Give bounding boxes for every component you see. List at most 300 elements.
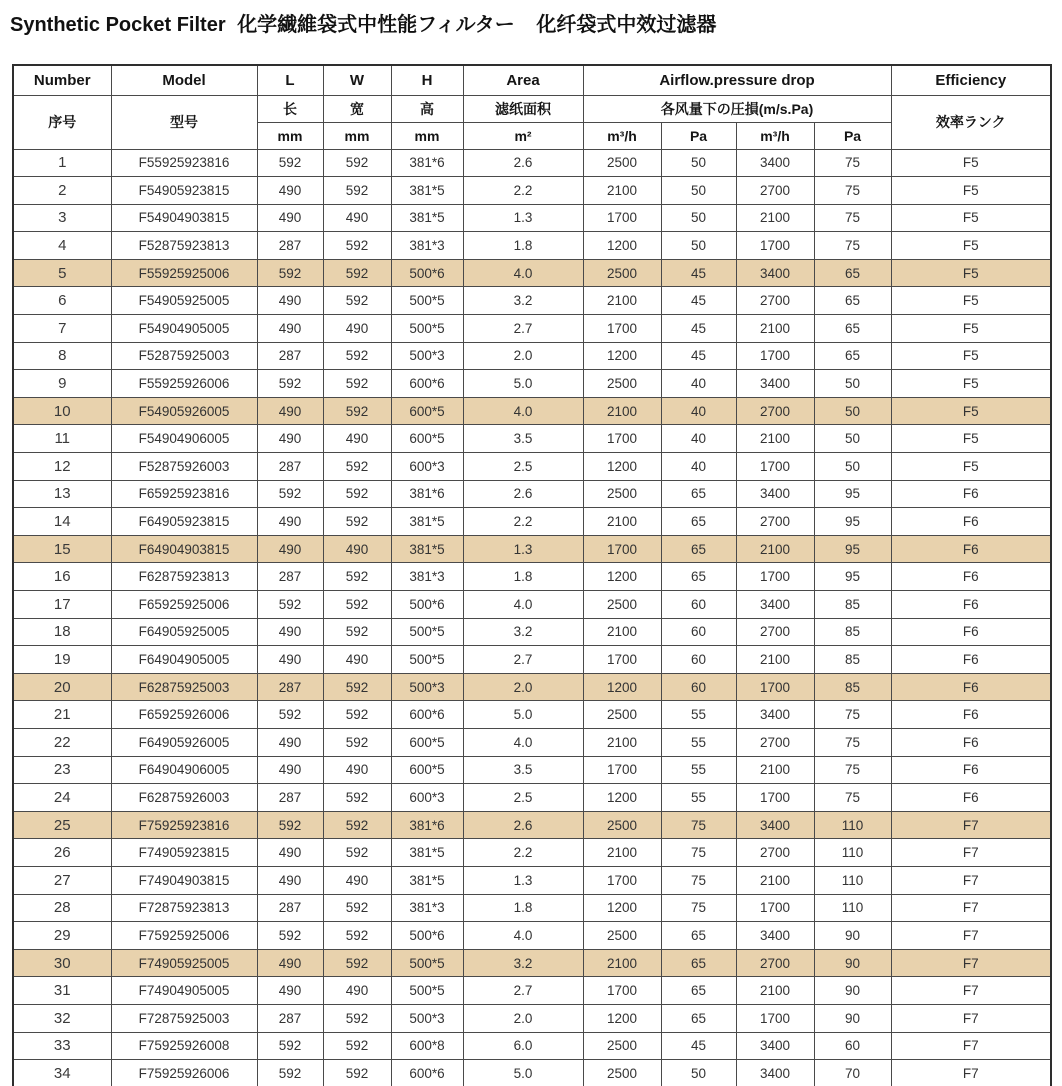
cell-airflow-2: 2100 (736, 977, 814, 1005)
cell-area: 1.3 (463, 535, 583, 563)
cell-height: 381*5 (391, 177, 463, 205)
cell-model: F74904903815 (111, 866, 257, 894)
cell-width: 592 (323, 287, 391, 315)
table-row (13, 701, 1051, 729)
cell-width: 592 (323, 149, 391, 177)
cell-model: F64905926005 (111, 728, 257, 756)
header-model-cjk: 型号 (111, 95, 257, 149)
cell-pressure-1: 65 (661, 535, 736, 563)
cell-pressure-2: 75 (814, 204, 891, 232)
cell-efficiency: F7 (891, 1004, 1051, 1032)
cell-length: 490 (257, 728, 323, 756)
cell-height: 500*5 (391, 646, 463, 674)
cell-airflow-2: 2700 (736, 618, 814, 646)
table-row (13, 591, 1051, 619)
cell-height: 600*3 (391, 453, 463, 481)
header-area-cjk: 滤纸面积 (463, 95, 583, 122)
cell-pressure-1: 50 (661, 149, 736, 177)
cell-length: 490 (257, 397, 323, 425)
cell-width: 592 (323, 1032, 391, 1060)
cell-length: 592 (257, 370, 323, 398)
cell-airflow-1: 1700 (583, 315, 661, 343)
header-height-cjk: 高 (391, 95, 463, 122)
cell-number: 20 (13, 673, 111, 701)
cell-model: F72875925003 (111, 1004, 257, 1032)
cell-height: 381*5 (391, 508, 463, 536)
cell-efficiency: F5 (891, 204, 1051, 232)
header-length: L (257, 65, 323, 95)
cell-efficiency: F7 (891, 839, 1051, 867)
header-width: W (323, 65, 391, 95)
cell-number: 32 (13, 1004, 111, 1032)
table-row (13, 342, 1051, 370)
cell-height: 381*3 (391, 563, 463, 591)
cell-pressure-2: 90 (814, 922, 891, 950)
cell-width: 592 (323, 811, 391, 839)
cell-number: 9 (13, 370, 111, 398)
cell-pressure-2: 75 (814, 728, 891, 756)
cell-airflow-1: 2500 (583, 370, 661, 398)
unit-width-mm: mm (323, 122, 391, 149)
cell-pressure-2: 110 (814, 811, 891, 839)
cell-model: F72875923813 (111, 894, 257, 922)
cell-number: 19 (13, 646, 111, 674)
cell-efficiency: F7 (891, 949, 1051, 977)
cell-area: 2.5 (463, 784, 583, 812)
cell-width: 592 (323, 453, 391, 481)
cell-area: 1.8 (463, 232, 583, 260)
cell-number: 29 (13, 922, 111, 950)
cell-efficiency: F6 (891, 756, 1051, 784)
cell-airflow-1: 2100 (583, 508, 661, 536)
cell-airflow-1: 1200 (583, 232, 661, 260)
cell-model: F75925926008 (111, 1032, 257, 1060)
cell-airflow-2: 1700 (736, 673, 814, 701)
cell-pressure-1: 45 (661, 259, 736, 287)
cell-pressure-2: 110 (814, 839, 891, 867)
cell-airflow-1: 1700 (583, 977, 661, 1005)
cell-efficiency: F5 (891, 425, 1051, 453)
cell-length: 490 (257, 287, 323, 315)
cell-length: 592 (257, 701, 323, 729)
cell-efficiency: F5 (891, 397, 1051, 425)
cell-height: 600*5 (391, 397, 463, 425)
cell-height: 381*3 (391, 232, 463, 260)
table-row (13, 204, 1051, 232)
cell-model: F74904905005 (111, 977, 257, 1005)
header-efficiency: Efficiency (891, 65, 1051, 95)
cell-airflow-1: 1200 (583, 563, 661, 591)
table-row (13, 259, 1051, 287)
cell-efficiency: F6 (891, 784, 1051, 812)
cell-number: 4 (13, 232, 111, 260)
cell-width: 490 (323, 204, 391, 232)
cell-pressure-2: 90 (814, 977, 891, 1005)
table-row (13, 949, 1051, 977)
cell-efficiency: F7 (891, 894, 1051, 922)
cell-length: 490 (257, 618, 323, 646)
cell-airflow-2: 2100 (736, 535, 814, 563)
cell-pressure-2: 75 (814, 177, 891, 205)
cell-pressure-1: 75 (661, 839, 736, 867)
cell-model: F54904903815 (111, 204, 257, 232)
cell-pressure-2: 65 (814, 315, 891, 343)
cell-area: 4.0 (463, 922, 583, 950)
cell-airflow-1: 2500 (583, 701, 661, 729)
cell-airflow-2: 3400 (736, 701, 814, 729)
cell-model: F54905925005 (111, 287, 257, 315)
cell-airflow-2: 1700 (736, 342, 814, 370)
header-efficiency-cjk: 效率ランク (891, 95, 1051, 149)
cell-height: 600*3 (391, 784, 463, 812)
cell-airflow-1: 2500 (583, 922, 661, 950)
cell-width: 592 (323, 839, 391, 867)
cell-number: 3 (13, 204, 111, 232)
cell-length: 592 (257, 259, 323, 287)
cell-pressure-2: 85 (814, 591, 891, 619)
cell-number: 10 (13, 397, 111, 425)
cell-efficiency: F5 (891, 232, 1051, 260)
cell-width: 592 (323, 563, 391, 591)
cell-pressure-2: 85 (814, 618, 891, 646)
cell-airflow-2: 1700 (736, 894, 814, 922)
cell-airflow-2: 3400 (736, 1060, 814, 1086)
cell-height: 381*5 (391, 204, 463, 232)
cell-length: 287 (257, 673, 323, 701)
cell-efficiency: F6 (891, 480, 1051, 508)
cell-height: 381*5 (391, 839, 463, 867)
table-body (13, 149, 1051, 1086)
cell-airflow-1: 2100 (583, 949, 661, 977)
cell-area: 1.3 (463, 866, 583, 894)
cell-airflow-2: 3400 (736, 922, 814, 950)
cell-length: 592 (257, 480, 323, 508)
cell-airflow-2: 1700 (736, 563, 814, 591)
cell-length: 287 (257, 894, 323, 922)
cell-length: 592 (257, 1060, 323, 1086)
table-row (13, 922, 1051, 950)
cell-airflow-2: 2100 (736, 315, 814, 343)
table-row (13, 370, 1051, 398)
cell-airflow-1: 1200 (583, 784, 661, 812)
cell-pressure-2: 85 (814, 646, 891, 674)
table-row (13, 866, 1051, 894)
cell-width: 592 (323, 922, 391, 950)
cell-efficiency: F5 (891, 370, 1051, 398)
cell-airflow-2: 3400 (736, 1032, 814, 1060)
cell-efficiency: F7 (891, 922, 1051, 950)
cell-height: 600*6 (391, 370, 463, 398)
cell-efficiency: F6 (891, 591, 1051, 619)
cell-length: 287 (257, 232, 323, 260)
cell-airflow-2: 2700 (736, 287, 814, 315)
cell-airflow-1: 1700 (583, 204, 661, 232)
cell-area: 2.6 (463, 811, 583, 839)
table-header (13, 65, 1051, 149)
cell-height: 500*6 (391, 591, 463, 619)
cell-length: 490 (257, 315, 323, 343)
cell-airflow-2: 1700 (736, 784, 814, 812)
cell-model: F62875926003 (111, 784, 257, 812)
cell-efficiency: F7 (891, 1060, 1051, 1086)
cell-length: 287 (257, 1004, 323, 1032)
page-title-japanese: 化学繊維袋式中性能フィルター (237, 14, 515, 36)
cell-height: 600*5 (391, 728, 463, 756)
cell-airflow-2: 2100 (736, 204, 814, 232)
cell-width: 490 (323, 315, 391, 343)
cell-airflow-1: 2100 (583, 618, 661, 646)
cell-width: 592 (323, 673, 391, 701)
header-width-cjk: 宽 (323, 95, 391, 122)
cell-area: 4.0 (463, 728, 583, 756)
cell-pressure-2: 75 (814, 701, 891, 729)
cell-airflow-2: 2100 (736, 646, 814, 674)
unit-area-m2: m² (463, 122, 583, 149)
cell-airflow-1: 2100 (583, 728, 661, 756)
cell-pressure-1: 40 (661, 370, 736, 398)
cell-area: 4.0 (463, 591, 583, 619)
cell-pressure-1: 55 (661, 784, 736, 812)
cell-efficiency: F7 (891, 1032, 1051, 1060)
cell-pressure-1: 40 (661, 453, 736, 481)
cell-width: 592 (323, 1060, 391, 1086)
cell-number: 30 (13, 949, 111, 977)
cell-height: 600*6 (391, 1060, 463, 1086)
cell-pressure-2: 65 (814, 259, 891, 287)
cell-area: 2.2 (463, 508, 583, 536)
cell-model: F75925923816 (111, 811, 257, 839)
cell-airflow-2: 2700 (736, 177, 814, 205)
cell-airflow-1: 2500 (583, 259, 661, 287)
cell-area: 4.0 (463, 397, 583, 425)
cell-area: 2.0 (463, 342, 583, 370)
cell-efficiency: F6 (891, 728, 1051, 756)
cell-length: 592 (257, 1032, 323, 1060)
cell-width: 592 (323, 591, 391, 619)
unit-length-mm: mm (257, 122, 323, 149)
cell-efficiency: F5 (891, 177, 1051, 205)
cell-number: 6 (13, 287, 111, 315)
cell-number: 21 (13, 701, 111, 729)
cell-airflow-2: 2700 (736, 728, 814, 756)
cell-pressure-1: 55 (661, 756, 736, 784)
cell-area: 2.7 (463, 977, 583, 1005)
cell-width: 592 (323, 949, 391, 977)
cell-model: F55925923816 (111, 149, 257, 177)
cell-pressure-1: 60 (661, 673, 736, 701)
cell-width: 592 (323, 728, 391, 756)
cell-efficiency: F6 (891, 535, 1051, 563)
cell-length: 287 (257, 453, 323, 481)
cell-length: 490 (257, 204, 323, 232)
cell-model: F74905923815 (111, 839, 257, 867)
cell-number: 26 (13, 839, 111, 867)
cell-pressure-1: 50 (661, 177, 736, 205)
cell-area: 3.2 (463, 949, 583, 977)
cell-airflow-1: 2500 (583, 811, 661, 839)
cell-airflow-1: 2100 (583, 177, 661, 205)
cell-number: 13 (13, 480, 111, 508)
cell-model: F64905923815 (111, 508, 257, 536)
cell-width: 490 (323, 756, 391, 784)
header-model: Model (111, 65, 257, 95)
cell-model: F54905923815 (111, 177, 257, 205)
cell-model: F64904903815 (111, 535, 257, 563)
cell-width: 592 (323, 784, 391, 812)
cell-pressure-2: 110 (814, 866, 891, 894)
cell-airflow-2: 2700 (736, 397, 814, 425)
cell-pressure-2: 50 (814, 397, 891, 425)
cell-height: 600*8 (391, 1032, 463, 1060)
page-title-english: Synthetic Pocket Filter (10, 14, 226, 36)
cell-number: 12 (13, 453, 111, 481)
table-row (13, 287, 1051, 315)
cell-number: 28 (13, 894, 111, 922)
cell-area: 3.5 (463, 425, 583, 453)
table-row (13, 453, 1051, 481)
cell-efficiency: F7 (891, 811, 1051, 839)
cell-model: F55925925006 (111, 259, 257, 287)
cell-pressure-1: 65 (661, 977, 736, 1005)
cell-airflow-1: 2500 (583, 149, 661, 177)
cell-model: F65925923816 (111, 480, 257, 508)
cell-airflow-1: 2100 (583, 839, 661, 867)
cell-area: 2.7 (463, 646, 583, 674)
table-row (13, 1032, 1051, 1060)
cell-number: 1 (13, 149, 111, 177)
cell-airflow-1: 1200 (583, 342, 661, 370)
cell-height: 500*5 (391, 977, 463, 1005)
cell-number: 22 (13, 728, 111, 756)
cell-width: 592 (323, 618, 391, 646)
cell-airflow-1: 1700 (583, 866, 661, 894)
cell-number: 7 (13, 315, 111, 343)
table-row (13, 508, 1051, 536)
cell-pressure-2: 95 (814, 508, 891, 536)
cell-width: 490 (323, 977, 391, 1005)
table-row (13, 673, 1051, 701)
cell-model: F64905925005 (111, 618, 257, 646)
table-row (13, 149, 1051, 177)
header-length-cjk: 长 (257, 95, 323, 122)
table-row (13, 232, 1051, 260)
table-row (13, 646, 1051, 674)
cell-height: 500*3 (391, 342, 463, 370)
cell-pressure-2: 50 (814, 425, 891, 453)
cell-airflow-2: 2100 (736, 866, 814, 894)
cell-height: 500*3 (391, 673, 463, 701)
cell-number: 14 (13, 508, 111, 536)
cell-pressure-1: 65 (661, 1004, 736, 1032)
cell-length: 592 (257, 922, 323, 950)
cell-height: 600*5 (391, 425, 463, 453)
cell-airflow-1: 2500 (583, 591, 661, 619)
cell-pressure-1: 45 (661, 1032, 736, 1060)
cell-height: 500*6 (391, 259, 463, 287)
cell-area: 2.7 (463, 315, 583, 343)
cell-number: 16 (13, 563, 111, 591)
cell-number: 25 (13, 811, 111, 839)
cell-efficiency: F6 (891, 701, 1051, 729)
cell-model: F54905926005 (111, 397, 257, 425)
cell-height: 500*5 (391, 315, 463, 343)
cell-pressure-2: 85 (814, 673, 891, 701)
cell-pressure-1: 55 (661, 728, 736, 756)
header-area: Area (463, 65, 583, 95)
cell-pressure-2: 95 (814, 535, 891, 563)
cell-model: F62875923813 (111, 563, 257, 591)
cell-number: 23 (13, 756, 111, 784)
cell-length: 592 (257, 811, 323, 839)
table-row (13, 977, 1051, 1005)
cell-model: F52875925003 (111, 342, 257, 370)
cell-pressure-1: 45 (661, 287, 736, 315)
unit-airflow-2: m³/h (736, 122, 814, 149)
cell-model: F75925925006 (111, 922, 257, 950)
cell-number: 15 (13, 535, 111, 563)
header-number-cjk: 序号 (13, 95, 111, 149)
cell-length: 490 (257, 756, 323, 784)
cell-pressure-1: 75 (661, 894, 736, 922)
table-row (13, 177, 1051, 205)
unit-height-mm: mm (391, 122, 463, 149)
cell-pressure-2: 75 (814, 149, 891, 177)
cell-width: 592 (323, 508, 391, 536)
table-row (13, 784, 1051, 812)
cell-pressure-1: 65 (661, 922, 736, 950)
cell-pressure-2: 95 (814, 563, 891, 591)
cell-length: 490 (257, 949, 323, 977)
cell-model: F64904905005 (111, 646, 257, 674)
cell-length: 287 (257, 563, 323, 591)
cell-length: 490 (257, 425, 323, 453)
cell-airflow-2: 1700 (736, 453, 814, 481)
cell-pressure-2: 60 (814, 1032, 891, 1060)
cell-efficiency: F7 (891, 977, 1051, 1005)
table-row (13, 756, 1051, 784)
cell-efficiency: F6 (891, 618, 1051, 646)
cell-width: 592 (323, 1004, 391, 1032)
table-row (13, 315, 1051, 343)
header-height: H (391, 65, 463, 95)
cell-pressure-1: 50 (661, 232, 736, 260)
header-row-cjk (13, 95, 1051, 122)
table-row (13, 728, 1051, 756)
unit-airflow-1: m³/h (583, 122, 661, 149)
cell-length: 490 (257, 535, 323, 563)
table-row (13, 425, 1051, 453)
cell-pressure-1: 40 (661, 397, 736, 425)
cell-height: 381*6 (391, 811, 463, 839)
cell-area: 3.5 (463, 756, 583, 784)
cell-airflow-2: 3400 (736, 259, 814, 287)
cell-length: 287 (257, 784, 323, 812)
cell-height: 500*5 (391, 949, 463, 977)
cell-efficiency: F5 (891, 149, 1051, 177)
cell-airflow-2: 2700 (736, 839, 814, 867)
cell-model: F64904906005 (111, 756, 257, 784)
table-row (13, 618, 1051, 646)
cell-height: 381*6 (391, 149, 463, 177)
cell-pressure-1: 65 (661, 508, 736, 536)
cell-efficiency: F7 (891, 866, 1051, 894)
cell-airflow-1: 1700 (583, 535, 661, 563)
cell-number: 34 (13, 1060, 111, 1086)
cell-airflow-2: 3400 (736, 370, 814, 398)
cell-airflow-1: 1700 (583, 425, 661, 453)
cell-efficiency: F6 (891, 563, 1051, 591)
table-row (13, 397, 1051, 425)
